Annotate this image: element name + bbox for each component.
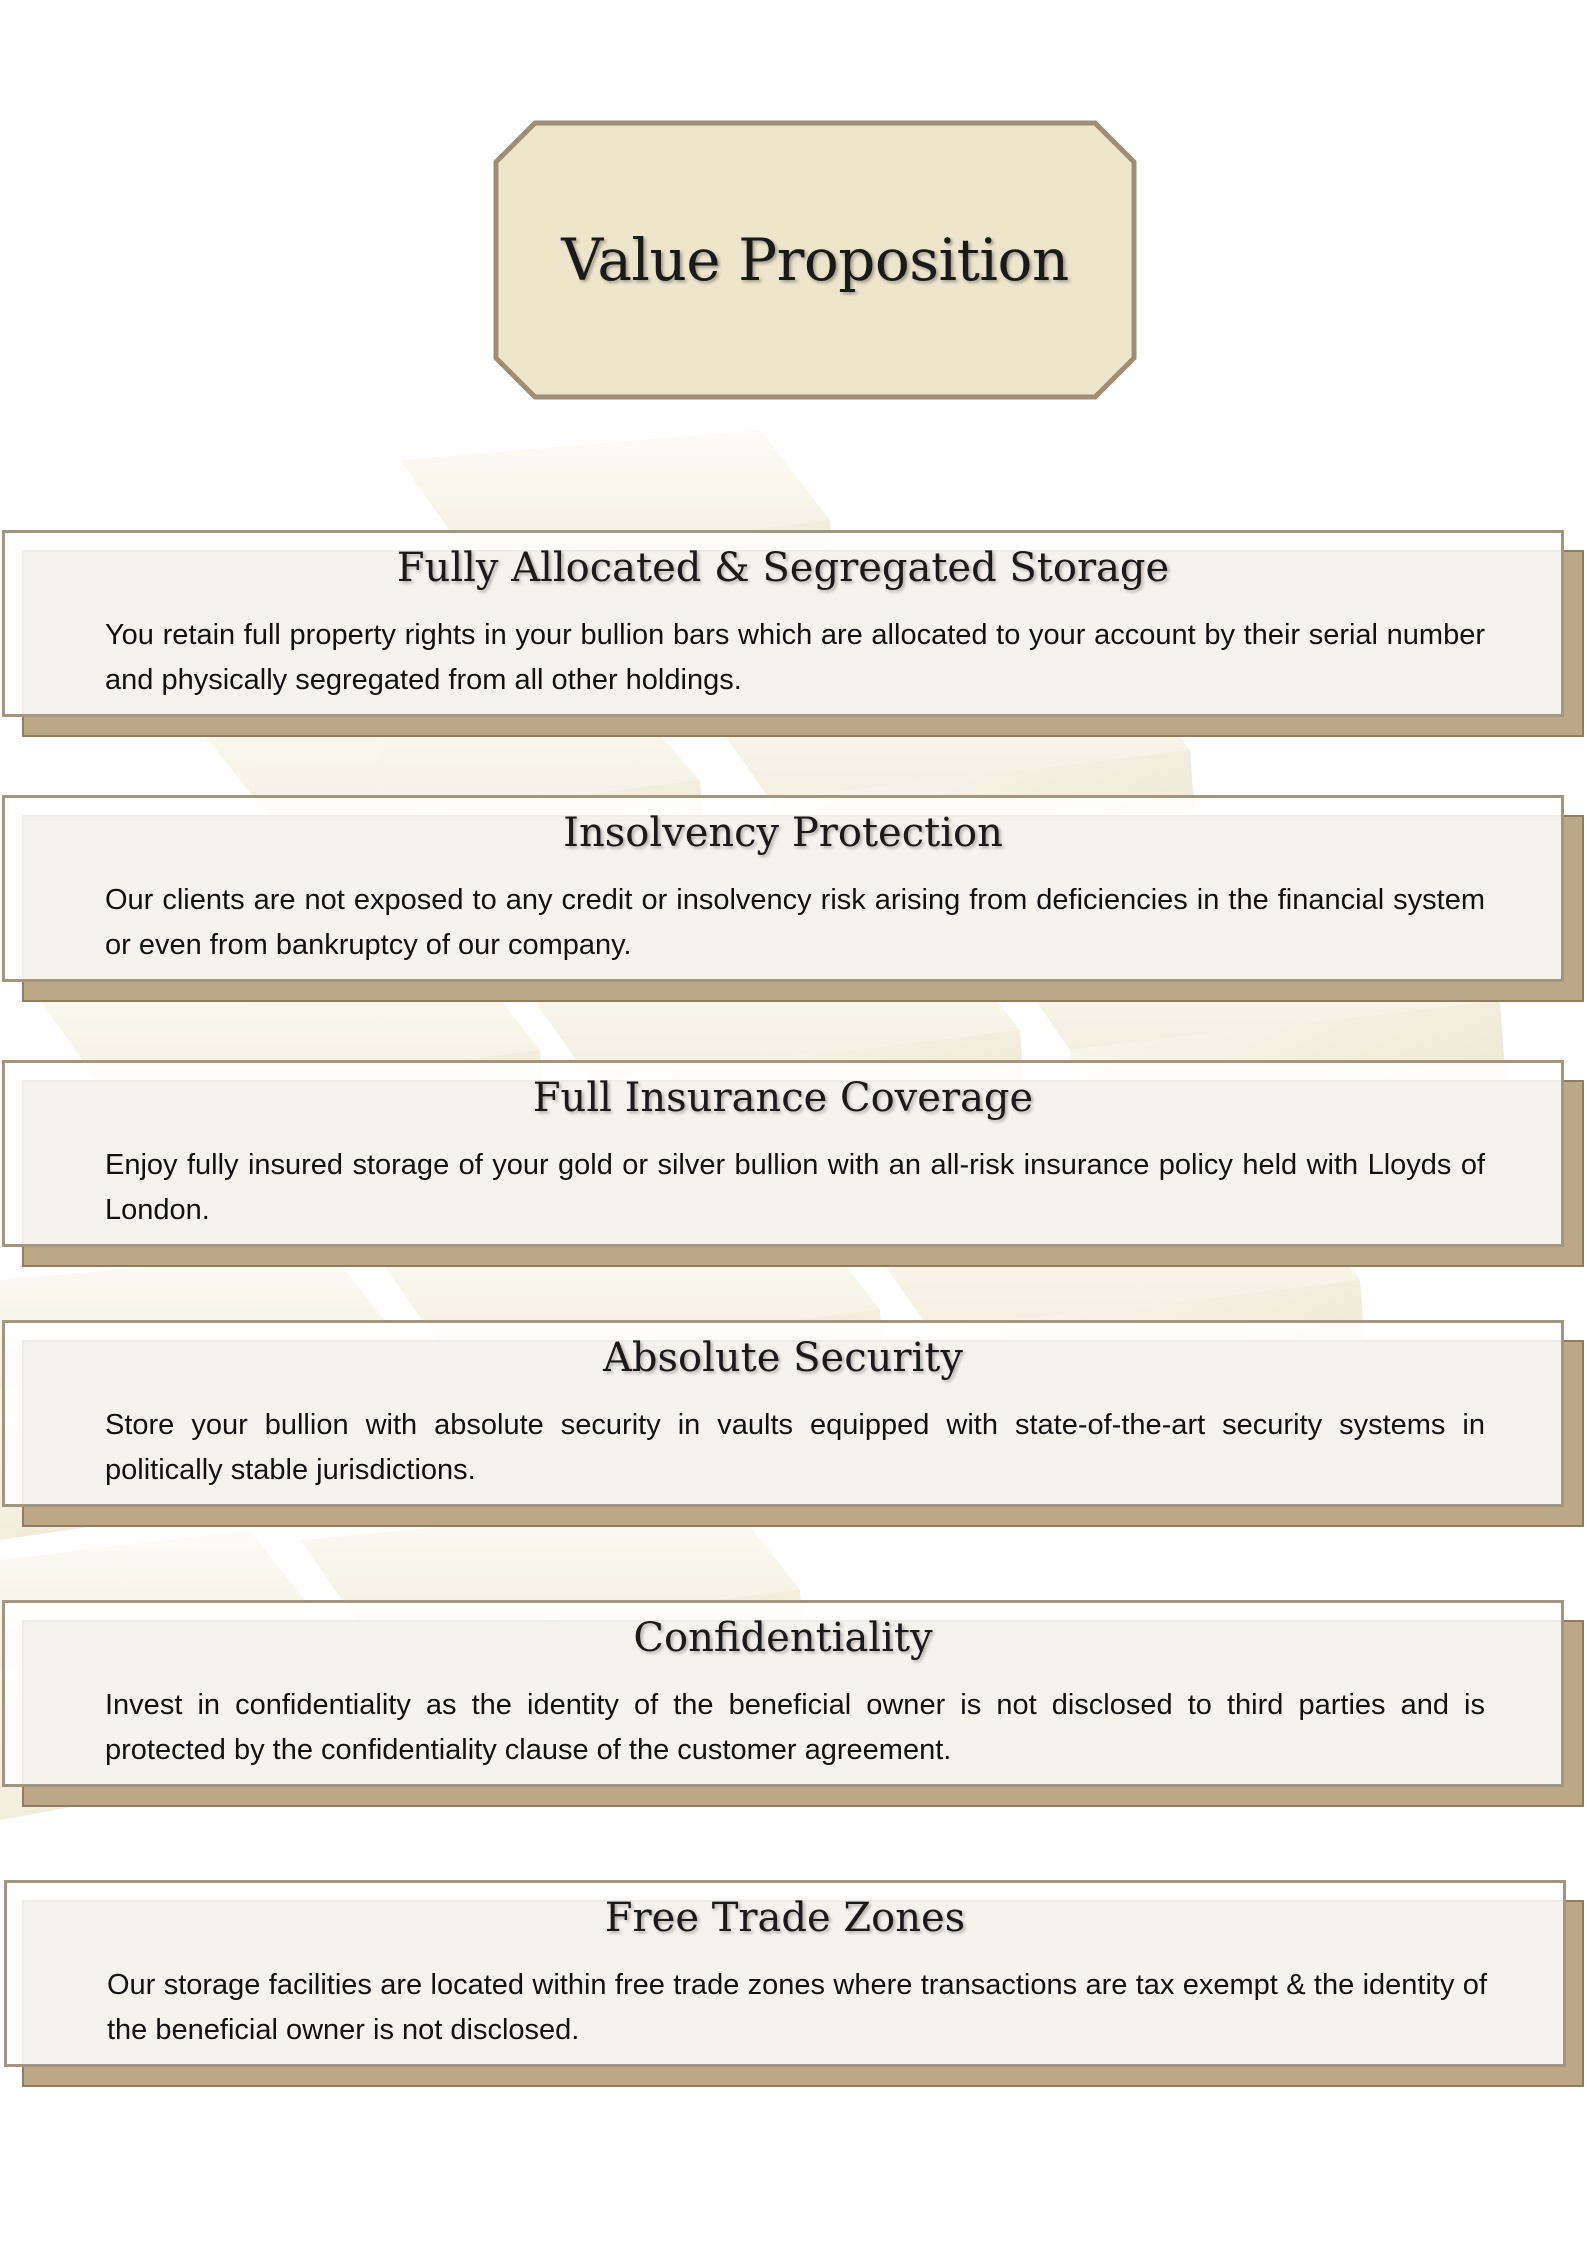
card-title: Absolute Security — [603, 1335, 963, 1381]
card-panel — [2, 1600, 1564, 1787]
card-description: Store your bullion with absolute security in vaults equipped with state-of-the-art security systems in politically stable jurisdictions. — [105, 1409, 1485, 1486]
feature-card-allocated-storage — [0, 530, 1587, 745]
card-description: Our storage facilities are located within free trade zones where transactions are tax exempt & the identity of the beneficial owner is not disclosed. — [107, 1969, 1487, 2046]
feature-card-confidentiality — [0, 1600, 1587, 1815]
card-title: Confidentiality — [633, 1615, 933, 1661]
card-description: Our clients are not exposed to any credit or insolvency risk arising from deficiencies in the financial system or even from bankruptcy of our company. — [105, 884, 1485, 961]
card-title: Fully Allocated & Segregated Storage — [396, 545, 1170, 591]
feature-card-absolute-security — [0, 1320, 1587, 1535]
title-plaque — [493, 120, 1137, 400]
card-panel — [2, 795, 1564, 982]
card-panel — [2, 1060, 1564, 1247]
feature-card-free-trade-zones — [0, 1880, 1587, 2095]
feature-card-insurance-coverage — [0, 1060, 1587, 1275]
card-title: Free Trade Zones — [604, 1895, 966, 1941]
card-description: You retain full property rights in your bullion bars which are allocated to your account by their serial number and physically segregated from all other holdings. — [105, 619, 1485, 696]
card-title: Full Insurance Coverage — [532, 1075, 1034, 1121]
card-title: Insolvency Protection — [563, 810, 1003, 856]
card-description: Invest in confidentiality as the identity of the beneficial owner is not disclosed to third parties and is protected by the confidentiality clause of the customer agreement. — [105, 1689, 1485, 1766]
card-panel — [2, 530, 1564, 717]
card-description: Enjoy fully insured storage of your gold or silver bullion with an all-risk insurance policy held with Lloyds of London. — [105, 1149, 1485, 1226]
card-panel — [4, 1880, 1566, 2067]
feature-card-insolvency-protection — [0, 795, 1587, 1010]
card-panel — [2, 1320, 1564, 1507]
page-title: Value Proposition — [561, 226, 1069, 294]
